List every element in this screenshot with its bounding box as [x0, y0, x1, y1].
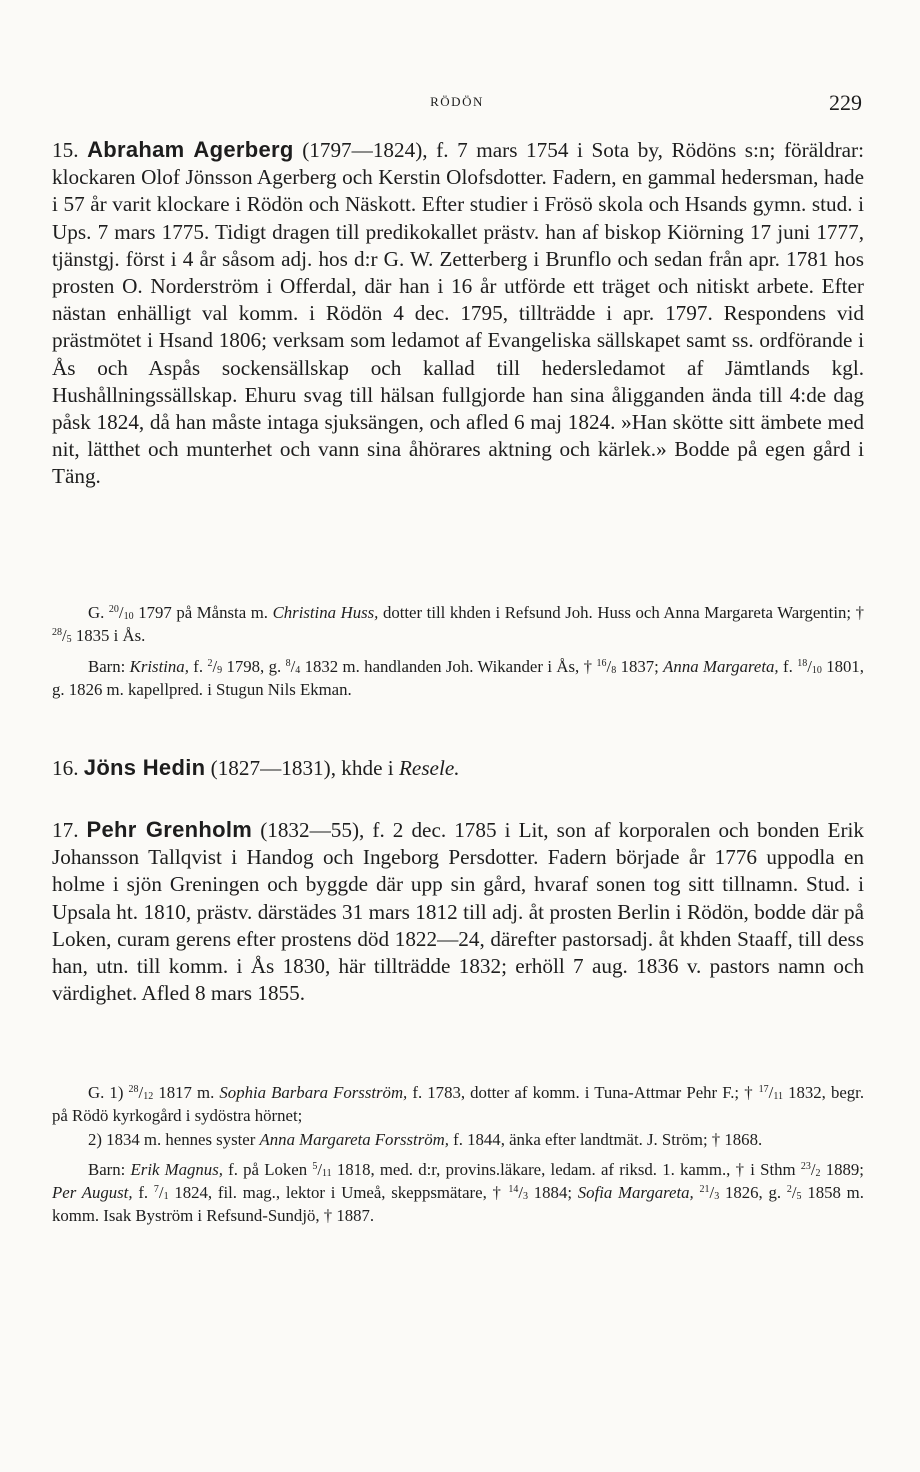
entry-15-notes	[52, 601, 864, 701]
entry-15-marriage: G. $^{20}/_{10}$ 1797 på Månsta m. Christina Huss, dotter till khden i Refsund Joh. Huss och Anna Margareta Wargentin; † $^{28}/_5$ 1835 i Ås.	[52, 603, 865, 646]
entry-17-name: Pehr Grenholm	[86, 817, 253, 842]
entry-15-children: Barn: Kristina, f. $^2/_9$ 1798, g. $^8/_4$ 1832 m. handlanden Joh. Wikander i Ås, † $^{16}/_8$ 1837; Anna Margareta, f. $^{18}/_{10}$ 1801, g. 1826 m. kapellpred. i Stugun Nils Ekman.	[52, 656, 864, 699]
entry-16-name: Jöns Hedin	[83, 755, 206, 780]
entry-16-text: (1827—1831), khde i	[210, 756, 394, 780]
entry-17-marriage-2: 2) 1834 m. hennes syster Anna Margareta Forsström, f. 1844, änka efter landtmät. J. Ström; † 1868.	[88, 1129, 763, 1149]
entry-15-number: 15.	[52, 138, 79, 162]
entry-17-number: 17.	[52, 818, 79, 842]
entry-15-body	[52, 136, 864, 491]
entry-17-text: (1832—55), f. 2 dec. 1785 i Lit, son af korporalen och bonden Erik Johansson Tallqvist i Handog och Ingeborg Persdotter. Fadern började år 1776 uppodla en holme i sjön Greningen och byggde där upp sin gård, hvaraf sonen tog sitt tillnamn. Stud. i Upsala ht. 1810, prästv. därstädes 31 mars 1812 till adj. åt prosten Berlin i Rödön, bodde där på Loken, curam gerens efter prostens död 1822—24, därefter pastorsadj. åt khden Staaff, till dess han, utn. till komm. i Ås 1830, här tillträdde 1832; erhöll 7 aug. 1836 v. pastors namn och värdighet. Afled 8 mars 1855.	[52, 818, 865, 1006]
entry-17-notes	[52, 1081, 864, 1228]
entry-15-text: (1797—1824), f. 7 mars 1754 i Sota by, Rödöns s:n; föräldrar: klockaren Olof Jönsson Agerberg och Kerstin Olofsdotter. Fadern, en gammal hedersman, hade i 57 år varit klockare i Rödön och Näskott. Efter studier i Frösö skola och Hsands gymn. stud. i Ups. 7 mars 1775. Tidigt dragen till predikokallet prästv. han af biskop Kiörning 17 juni 1777, tjänstgj. först i 4 år såsom adj. hos d:r G. W. Zetterberg i Brunflo och sedan från apr. 1781 hos prosten O. Norderström i Offerdal, där han i 16 år utförde ett träget och nitiskt arbete. Efter nästan enhälligt val komm. i Rödön 4 dec. 1795, tillträdde i apr. 1797. Respondens vid prästmötet i Hsand 1806; verksam som ledamot af Evangeliska sällskapet samt ss. ordförande i Ås och Aspås sockensällskap och kallad till hedersledamot af Jämtlands kgl. Hushållningssällskap. Ehuru svag till hälsan fullgjorde han sina åligganden ända till 4:de dag påsk 1824, då han måste intaga sjuksängen, och afled 6 maj 1824. »Han skötte sitt ämbete med nit, lätthet och munterhet och vann sina åhörares aktning och kärlek.» Bodde på egen gård i Täng.	[52, 138, 864, 489]
page-number: 229	[829, 90, 862, 115]
entry-16	[52, 754, 864, 782]
running-head: RÖDÖN	[430, 94, 484, 109]
entry-17-children: Barn: Erik Magnus, f. på Loken $^5/_{11}$ 1818, med. d:r, provins.läkare, ledam. af riksd. 1. kamm., † i Sthm $^{23}/_2$ 1889; Per August, f. $^7/_1$ 1824, fil. mag., lektor i Umeå, skeppsmätare, † $^{14}/_3$ 1884; Sofia Margareta, $^{21}/_3$ 1826, g. $^2/_5$ 1858 m. komm. Isak Byström i Refsund-Sundjö, † 1887.	[52, 1159, 864, 1226]
entry-15-name: Abraham Agerberg	[87, 137, 294, 162]
entry-15	[52, 136, 864, 491]
entry-17-marriage-1: G. 1) $^{28}/_{12}$ 1817 m. Sophia Barbara Forsström, f. 1783, dotter af komm. i Tuna-Attmar Pehr F.; † $^{17}/_{11}$ 1832, begr. på Rödö kyrkogård i sydöstra hörnet;	[52, 1083, 865, 1126]
spouse-name: Christina Huss,	[272, 603, 379, 622]
entry-16-number: 16.	[52, 756, 79, 780]
entry-16-place: Resele.	[398, 756, 460, 780]
entry-17	[52, 816, 864, 1007]
page-header	[52, 90, 862, 114]
